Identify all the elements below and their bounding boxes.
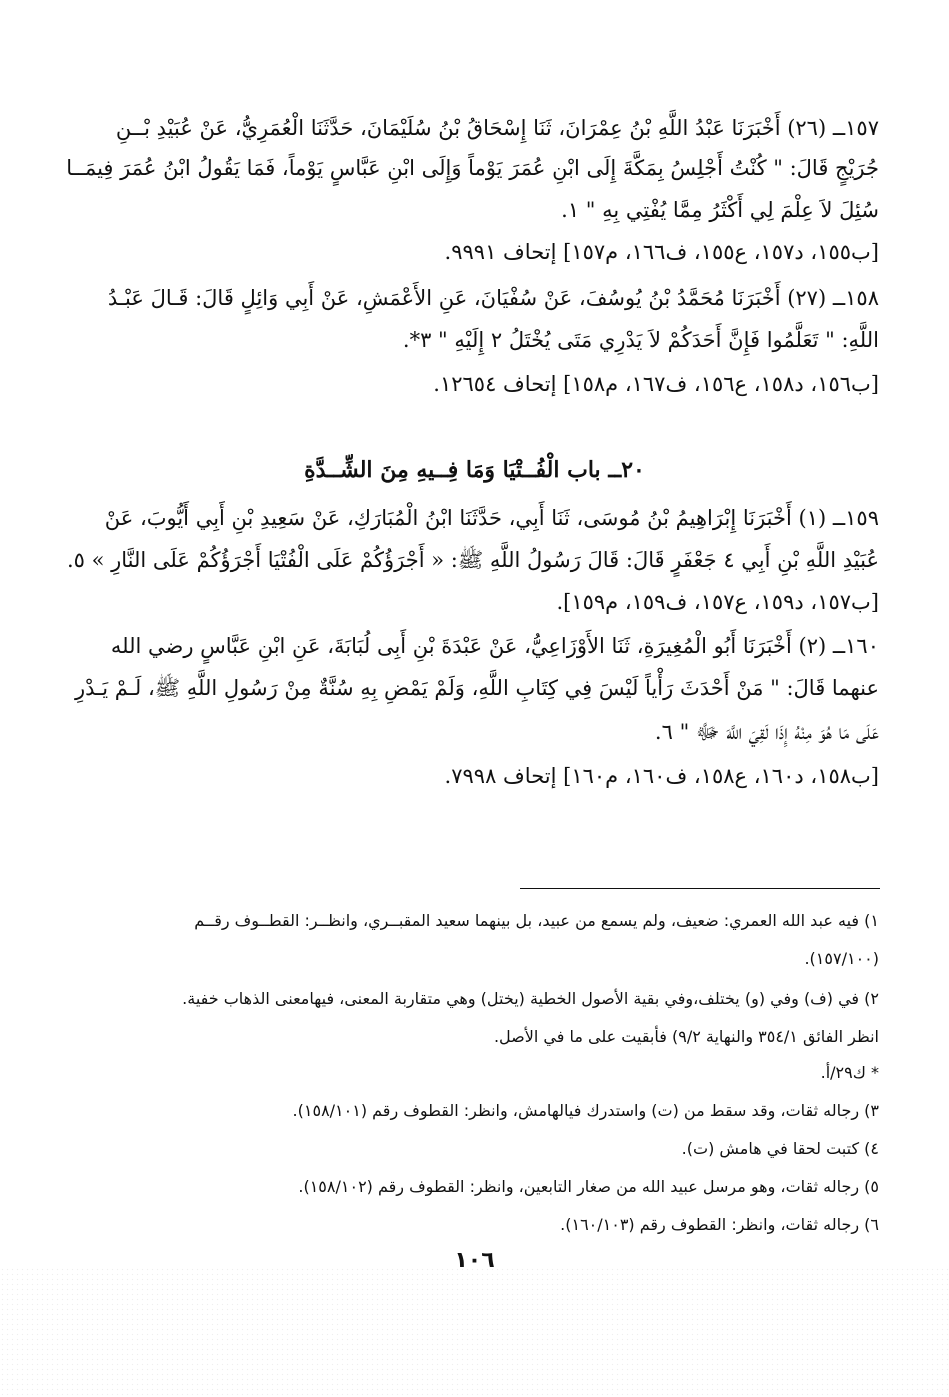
footnote-separator — [520, 888, 880, 889]
hadith-160-line-1: ١٦٠ــ (٢) أَخْبَرَنَا أَبُو الْمُغِيرَةِ، ثَنَا الأَوْزَاعِيُّ، عَنْ عَبْدَةَ بْنِ أَبِى لُبَابَةَ، عَنِ ابْنِ عَبَّاسٍ رضي الله — [110, 634, 879, 658]
hadith-157-line-1: ١٥٧ــ (٢٦) أَخْبَرَنَا عَبْدُ اللَّهِ بْنُ عِمْرَانَ، ثَنَا إِسْحَاقُ بْنُ سُلَيْمَانَ، حَدَّثَنَا الْعُمَرِيُّ، عَنْ عُبَيْدِ بْــنِ — [115, 116, 879, 140]
footnote-3: ٣) رجاله ثقات، وقد سقط من (ت) واستدرك فيالهامش، وانظر: القطوف رقم (١٥٨/١٠١). — [292, 1101, 879, 1120]
footnote-1-cont: (١٥٧/١٠٠). — [804, 949, 879, 968]
footnote-1: ١) فيه عبد الله العمري: ضعيف، ولم يسمع من عبيد، بل بينهما سعيد المقبــري، وانظــر: القطــوف رقــم — [194, 911, 879, 930]
scan-noise — [0, 1267, 949, 1397]
footnote-6: ٦) رجاله ثقات، وانظر: القطوف رقم (١٦٠/١٠٣). — [560, 1215, 879, 1234]
hadith-158-line-2: اللَّهِ: " تَعَلَّمُوا فَإِنَّ أَحَدَكُمْ لاَ يَدْرِي مَتَى يُخْتَلُ ٢ إِلَيْهِ " ٣*. — [402, 328, 879, 352]
hadith-160-line-3: عَلَى مَا هُوَ مِنْهُ إِذَا لَقِيَ اللَّهَ ﷻ " ٦. — [654, 720, 879, 744]
hadith-158-line-1: ١٥٨ــ (٢٧) أَخْبَرَنَا مُحَمَّدُ بْنُ يُوسُفَ، عَنْ سُفْيَانَ، عَنِ الأَعْمَشِ، عَنْ أَبِي وَائِلٍ قَالَ: قَـالَ عَبْـدُ — [107, 286, 879, 310]
page-number: ١٠٦ — [454, 1248, 495, 1273]
hadith-157-line-2: جُرَيْجٍ قَالَ: " كُنْتُ أَجْلِسُ بِمَكَّةَ إِلَى ابْنِ عُمَرَ يَوْماً وَإِلَى ابْنِ عَبَّاسٍ يَوْماً، فَمَا يَقُولُ ابْنُ عُمَرَ فِيمَــا — [66, 156, 879, 180]
footnote-2-cont: انظر الفائق ٣٥٤/١ والنهاية ٩/٢) فأبقيت على ما في الأصل. — [493, 1027, 879, 1046]
hadith-157-line-3: سُئِلَ لاَ عِلْمَ لِي أَكْثَرُ مِمَّا يُفْتِي بِهِ " ١. — [561, 198, 879, 222]
hadith-159-line-1: ١٥٩ــ (١) أَخْبَرَنَا إِبْرَاهِيمُ بْنُ مُوسَى، ثَنَا أَبِي، حَدَّثَنَا ابْنُ الْمُبَارَكِ، عَنْ سَعِيدِ بْنِ أَبِي أَيُّوبَ، عَنْ — [104, 506, 879, 530]
footnote-2: ٢) في (ف) وفي (و) يختلف،وفي بقية الأصول الخطية (يختل) وهي متقاربة المعنى، فيهامعنى الذهاب خفية. — [182, 989, 879, 1008]
footnote-star: * ك٢٩/أ. — [820, 1063, 879, 1082]
chapter-heading: ٢٠ــ باب الْفُــتْيَا وَمَا فِــيهِ مِنَ الشِّــدَّةِ — [304, 457, 645, 483]
hadith-159-refs: [ب١٥٧، د١٥٩، ع١٥٧، ف١٥٩، م١٥٩]. — [556, 590, 879, 614]
hadith-157-refs: [ب١٥٥، د١٥٧، ع١٥٥، ف١٦٦، م١٥٧] إتحاف ٩٩٩١. — [444, 240, 879, 264]
footnote-5: ٥) رجاله ثقات، وهو مرسل عبيد الله من صغار التابعين، وانظر: القطوف رقم (١٥٨/١٠٢). — [298, 1177, 879, 1196]
hadith-159-line-2: عُبَيْدِ اللَّهِ بْنِ أَبِي ٤ جَعْفَرٍ قَالَ: قَالَ رَسُولُ اللَّهِ ﷺ: « أَجْرَؤُكُمْ عَلَى الْفُتْيَا أَجْرَؤُكُمْ عَلَى النَّارِ » ٥. — [66, 548, 879, 572]
hadith-160-refs: [ب١٥٨، د١٦٠، ع١٥٨، ف١٦٠، م١٦٠] إتحاف ٧٩٩٨. — [444, 764, 879, 788]
footnote-4: ٤) كتبت لحقا في هامش (ت). — [681, 1139, 879, 1158]
hadith-160-line-2: عنهما قَالَ: " مَنْ أَحْدَثَ رَأْياً لَيْسَ فِي كِتَابِ اللَّهِ، وَلَمْ يَمْضِ بِهِ سُنَّةٌ مِنْ رَسُولِ اللَّهِ ﷺ، لَـمْ يَـدْرِ — [74, 676, 879, 700]
hadith-158-refs: [ب١٥٦، د١٥٨، ع١٥٦، ف١٦٧، م١٥٨] إتحاف ١٢٦٥٤. — [433, 372, 879, 396]
